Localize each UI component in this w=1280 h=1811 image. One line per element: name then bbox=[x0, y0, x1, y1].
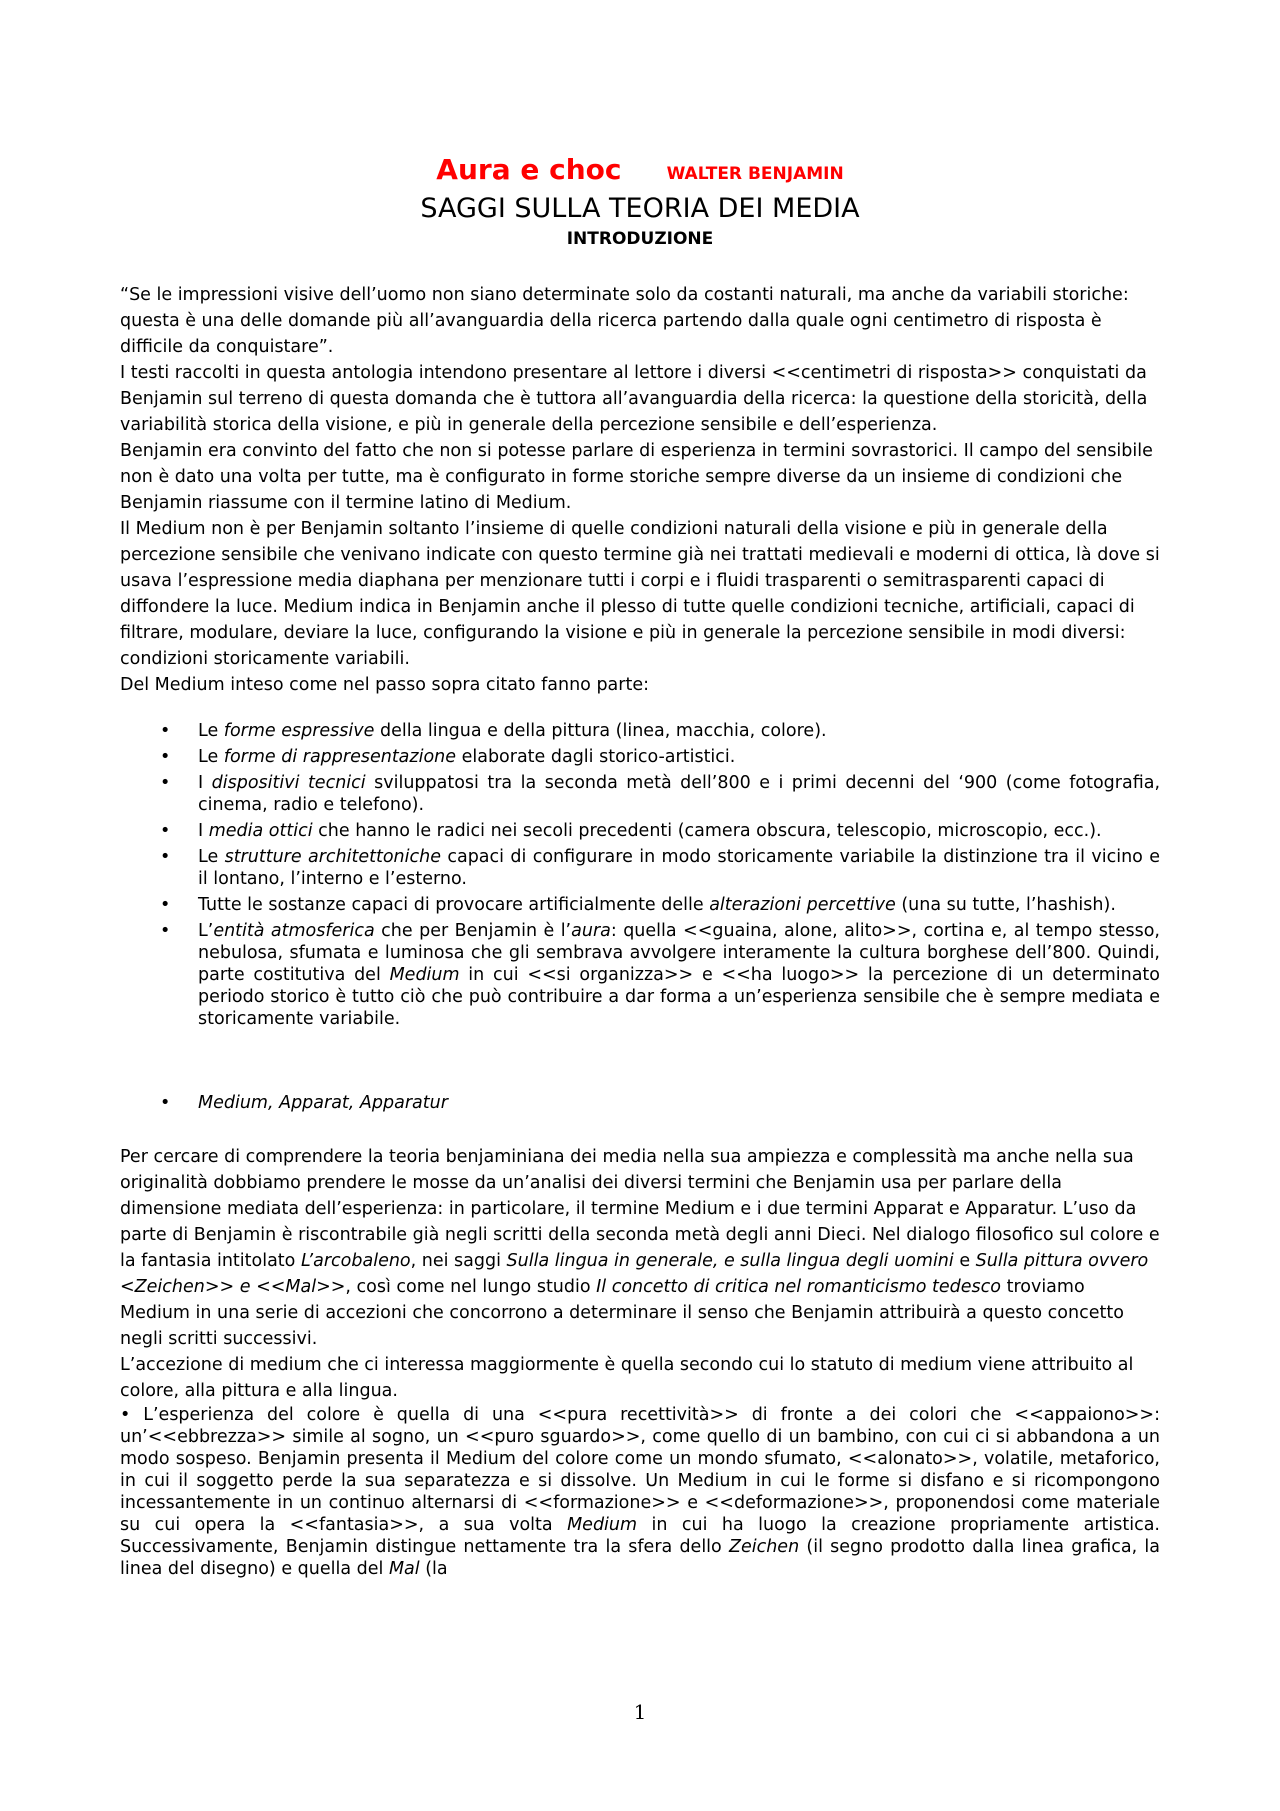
paragraph: “Se le impressioni visive dell’uomo non siano determinate solo da costanti naturali, ma anche da variabili storiche: questa è una delle domande più all’avanguardia della ricerca partendo dalla quale ogni centimetro di risposta è difficile da conquistare”. bbox=[120, 285, 1129, 357]
document-page bbox=[120, 150, 1160, 1580]
list-item: • Le forme di rappresentazione elaborate dagli storico-artistici. bbox=[160, 747, 736, 767]
body-text bbox=[120, 1144, 1160, 1404]
bullet-icon: • bbox=[160, 895, 171, 915]
paragraph: • L’esperienza del colore è quella di una <<pura recettività>> di fronte a dei colori che <<appaiono>>: un’<<ebbrezza>> simile al sogno, un <<puro sguardo>>, come quello di un bambino, con cui ci si abbandona a un modo sospeso. Benjamin presenta il Medium del colore come un mondo sfumato, <<alonato>>, volatile, metaforico, in cui il soggetto perde la sua separatezza e si dissolve. Un Medium in cui le forme si disfano e si ricompongono incessantemente in un continuo alternarsi di <<formazione>> e <<deformazione>>, proponendosi come materiale su cui opera la <<fantasia>>, a sua volta Medium in cui ha luogo la creazione propriamente artistica. Successivamente, Benjamin distingue nettamente tra la sfera dello Zeichen (il segno prodotto dalla linea grafica, la linea del disegno) e quella del Mal (la bbox=[120, 1405, 1160, 1579]
bullet-icon: • bbox=[120, 1405, 131, 1425]
bullet-icon: • bbox=[160, 747, 171, 767]
paragraph: Benjamin era convinto del fatto che non si potesse parlare di esperienza in termini sovrastorici. Il campo del sensibile non è dato una volta per tutte, ma è configurato in forme storiche sempre diverse da un insieme di condizioni che Benjamin riassume con il termine latino di Medium. bbox=[120, 441, 1153, 513]
document-subtitle: SAGGI SULLA TEORIA DEI MEDIA bbox=[420, 193, 860, 224]
bullet-icon: • bbox=[160, 821, 171, 841]
title-line bbox=[120, 150, 1160, 190]
page-number: 1 bbox=[633, 1700, 647, 1724]
bullet-icon: • bbox=[160, 847, 171, 867]
list-item: • I media ottici che hanno le radici nei secoli precedenti (camera obscura, telescopio, microscopio, ecc.). bbox=[160, 821, 1102, 841]
paragraph: L’accezione di medium che ci interessa maggiormente è quella secondo cui lo statuto di medium viene attribuito al colore, alla pittura e alla lingua. bbox=[120, 1355, 1134, 1401]
intro-text bbox=[120, 282, 1160, 698]
subsection-heading: • Medium, Apparat, Apparatur bbox=[160, 1093, 448, 1113]
bullet-icon: • bbox=[160, 1093, 171, 1113]
section-heading: INTRODUZIONE bbox=[566, 229, 714, 249]
list-item: • Tutte le sostanze capaci di provocare artificialmente delle alterazioni percettive (una su tutte, l’hashish). bbox=[160, 895, 1116, 915]
author-name: WALTER BENJAMIN bbox=[666, 164, 844, 184]
paragraph: Per cercare di comprendere la teoria benjaminiana dei media nella sua ampiezza e complessità ma anche nella sua originalità dobbiamo prendere le mosse da un’analisi dei diversi termini che Benjamin usa per parlare della dimensione mediata dell’esperienza: in particolare, il termine Medium e i due termini Apparat e Apparatur. L’uso da parte di Benjamin è riscontrabile già negli scritti della seconda metà degli anni Dieci. Nel dialogo filosofico sul colore e la fantasia intitolato L’arcobaleno, nei saggi Sulla lingua in generale, e sulla lingua degli uomini e Sulla pittura ovvero <Zeichen>> e <<Mal>>, così come nel lungo studio Il concetto di critica nel romanticismo tedesco troviamo Medium in una serie di accezioni che concorrono a determinare il senso che Benjamin attribuirà a questo concetto negli scritti successivi. bbox=[120, 1147, 1160, 1349]
list-item: • Le forme espressive della lingua e della pittura (linea, macchia, colore). bbox=[160, 721, 827, 741]
bullet-icon: • bbox=[160, 773, 171, 793]
paragraph: Del Medium inteso come nel passo sopra citato fanno parte: bbox=[120, 675, 649, 695]
list-item: • I dispositivi tecnici sviluppatosi tra la seconda metà dell’800 e i primi decenni del ‘900 (come fotografia, cinema, radio e telefono). bbox=[160, 773, 1161, 815]
medium-list bbox=[120, 720, 1160, 1030]
paragraph: Il Medium non è per Benjamin soltanto l’insieme di quelle condizioni naturali della visione e più in generale della percezione sensibile che venivano indicate con questo termine già nei trattati medievali e moderni di ottica, là dove si usava l’espressione media diaphana per menzionare tutti i corpi e i fluidi trasparenti o semitrasparenti capaci di diffondere la luce. Medium indica in Benjamin anche il plesso di tutte quelle condizioni tecniche, artificiali, capaci di filtrare, modulare, deviare la luce, configurando la visione e più in generale la percezione sensibile in modi diversi: condizioni storicamente variabili. bbox=[120, 519, 1160, 669]
bullet-icon: • bbox=[160, 721, 171, 741]
document-title: Aura e choc bbox=[436, 153, 622, 186]
list-item: • L’entità atmosferica che per Benjamin è l’aura: quella <<guaina, alone, alito>>, cortina e, al tempo stesso, nebulosa, sfumata e luminosa che gli sembrava avvolgere interamente la cultura borghese dell’800. Quindi, parte costitutiva del Medium in cui <<si organizza>> e <<ha luogo>> la percezione di un determinato periodo storico è tutto ciò che può contribuire a dar forma a un’esperienza sensibile che è sempre mediata e storicamente variabile. bbox=[160, 921, 1160, 1029]
paragraph: I testi raccolti in questa antologia intendono presentare al lettore i diversi <<centimetri di risposta>> conquistati da Benjamin sul terreno di questa domanda che è tuttora all’avanguardia della ricerca: la questione della storicità, della variabilità storica della visione, e più in generale della percezione sensibile e dell’esperienza. bbox=[120, 363, 1148, 435]
list-item: • Le strutture architettoniche capaci di configurare in modo storicamente variabile la distinzione tra il vicino e il lontano, l’interno e l’esterno. bbox=[160, 847, 1161, 889]
bullet-icon: • bbox=[160, 921, 171, 941]
